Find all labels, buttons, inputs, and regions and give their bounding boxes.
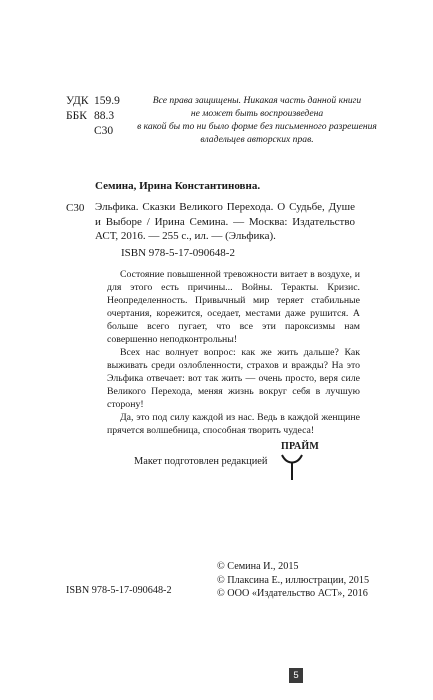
- classification-row-bbk: [66, 109, 120, 124]
- copyright-line: © Семина И., 2015: [217, 561, 299, 572]
- rights-line: владельцев авторских прав.: [200, 134, 314, 145]
- page-number: 5: [289, 668, 303, 683]
- classification-key: [66, 124, 94, 139]
- classification-row-author-mark: [66, 124, 120, 139]
- annotation: [107, 268, 360, 437]
- rights-line: в какой бы то ни было форме без письменного разрешения: [137, 121, 377, 132]
- copyright-line: © ООО «Издательство АСТ», 2016: [217, 588, 368, 599]
- catalog-code: С30: [66, 202, 85, 214]
- isbn-main: ISBN 978-5-17-090648-2: [121, 247, 235, 259]
- annotation-paragraph: Всех нас волнует вопрос: как же жить дальше? Как выживать среди озлобленности, страхов и вражды? На это Эльфика отвечает: вот так жить — очень просто, веря силе Великого Перехода, меняя жизнь вокруг себя в лучшую сторону!: [107, 347, 360, 410]
- copyright-block: [217, 560, 369, 601]
- rights-notice: [137, 94, 377, 146]
- prime-emblem-icon: [274, 441, 324, 481]
- classification-key: УДК: [66, 95, 89, 107]
- bibliographic-entry: Эльфика. Сказки Великого Перехода. О Судьбе, Душе и Выборе / Ирина Семина. — Москва: Издательство АСТ, 2016. — 255 с., ил. — (Эльфика).: [95, 201, 355, 242]
- publisher-logo: [274, 441, 324, 481]
- annotation-paragraph: Да, это под силу каждой из нас. Ведь в каждой женщине прячется волшебница, способная творить чудеса!: [107, 412, 360, 436]
- classification-row-udk: [66, 94, 120, 109]
- classification-block: [66, 94, 120, 139]
- classification-key: ББК: [66, 110, 87, 122]
- maket-note: Макет подготовлен редакцией: [134, 456, 268, 467]
- annotation-paragraph: Состояние повышенной тревожности витает в воздухе, и для этого есть причины... Войны. Теракты. Кризис. Неопределенность. Привычный мир теряет стабильные очертания, корежится, оседает, местами даже рушится. А больше всего пугает, что все эти пароксизмы нам совершенно неподконтрольны!: [107, 269, 360, 345]
- classification-value: 88.3: [94, 110, 115, 122]
- classification-value: 159.9: [94, 95, 120, 107]
- author-name: Семина, Ирина Константиновна.: [95, 180, 261, 192]
- classification-value: С30: [94, 125, 114, 137]
- rights-line: не может быть воспроизведена: [190, 108, 324, 119]
- isbn-footer: ISBN 978-5-17-090648-2: [66, 585, 172, 596]
- copyright-line: © Плаксина Е., иллюстрации, 2015: [217, 574, 370, 586]
- rights-line: Все права защищены. Никакая часть данной книги: [152, 95, 362, 106]
- publisher-logo-text: ПРАЙМ: [281, 441, 320, 452]
